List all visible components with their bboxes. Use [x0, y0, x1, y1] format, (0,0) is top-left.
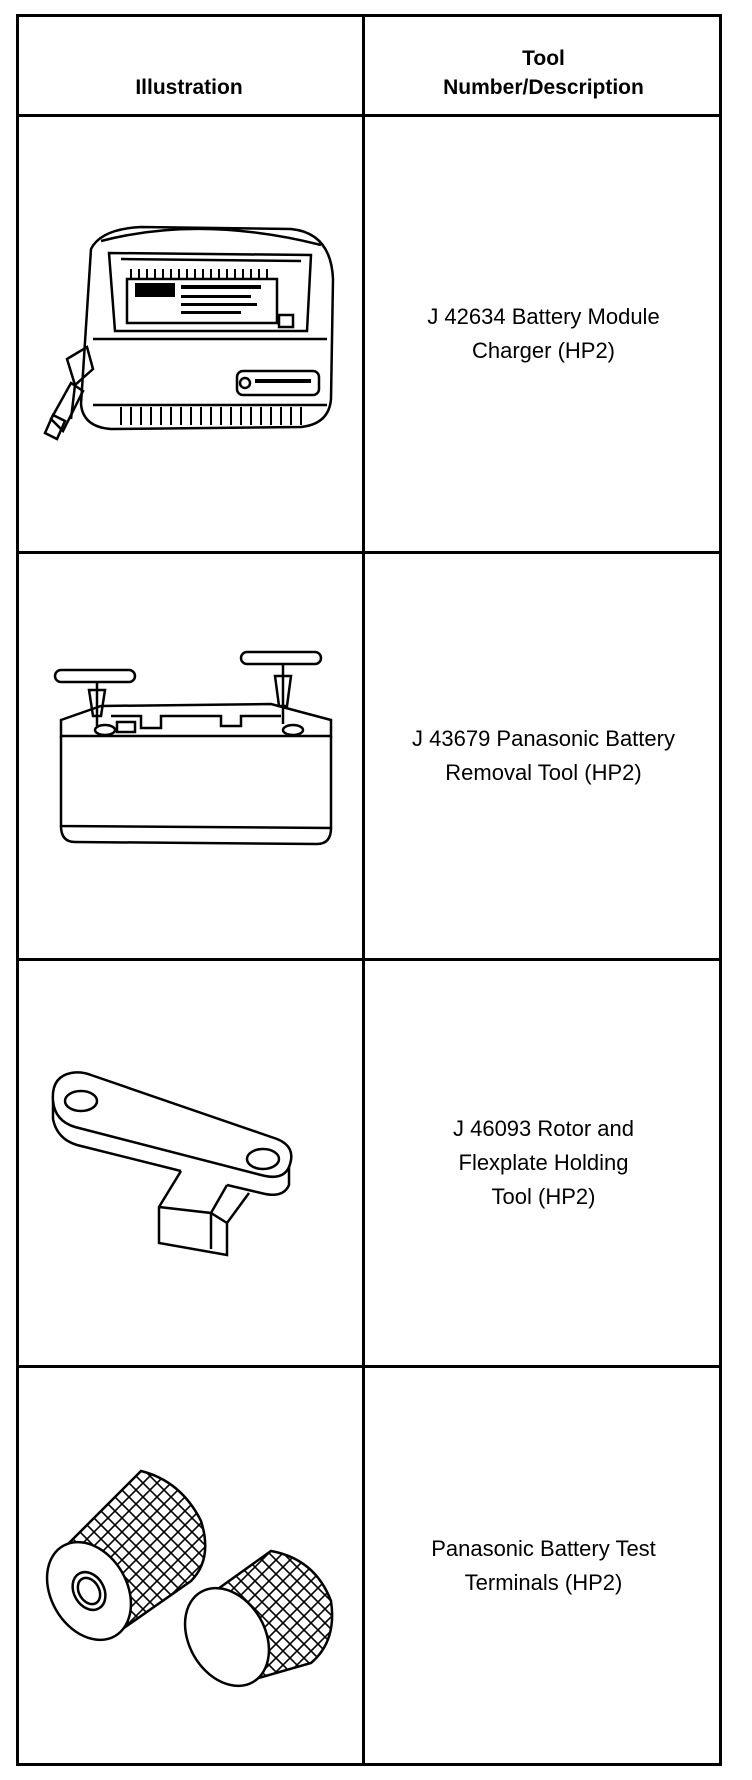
table-row-4-description: [365, 1368, 722, 1763]
header-tool-line2: Number/Description: [443, 76, 644, 99]
header-tool-line1: Tool: [522, 47, 565, 70]
battery-charger-icon: [31, 219, 351, 449]
tool-description-line: Removal Tool (HP2): [445, 760, 642, 785]
tools-table: [16, 14, 722, 1766]
table-row-2-description: [365, 554, 722, 958]
tool-description-line: J 46093 Rotor and: [452, 1116, 635, 1141]
header-illustration-label: Illustration: [135, 76, 243, 99]
holding-tool-icon: [31, 1043, 351, 1283]
tool-description-line: Flexplate Holding: [458, 1150, 629, 1175]
tool-description-line: Panasonic Battery Test: [431, 1535, 656, 1561]
table-row-3-description: [365, 961, 722, 1365]
header-tool: [365, 14, 722, 114]
test-terminals-icon: [31, 1441, 351, 1691]
tool-description-line: Tool (HP2): [491, 1184, 596, 1209]
table-border-bottom: [16, 1763, 722, 1766]
table-row-1-description: [365, 117, 722, 551]
table-row-3-illustration: [19, 961, 362, 1365]
battery-removal-tool-icon: [31, 646, 351, 866]
tool-description-line: J 43679 Panasonic Battery: [412, 726, 675, 751]
tool-description-line: J 42634 Battery Module: [427, 304, 660, 329]
table-row-2-illustration: [19, 554, 362, 958]
header-illustration: [16, 14, 362, 114]
table-row-1-illustration: [19, 117, 362, 551]
tool-description-line: Terminals (HP2): [464, 1569, 623, 1595]
table-row-4-illustration: [19, 1368, 362, 1763]
tool-description-line: Charger (HP2): [471, 338, 616, 363]
